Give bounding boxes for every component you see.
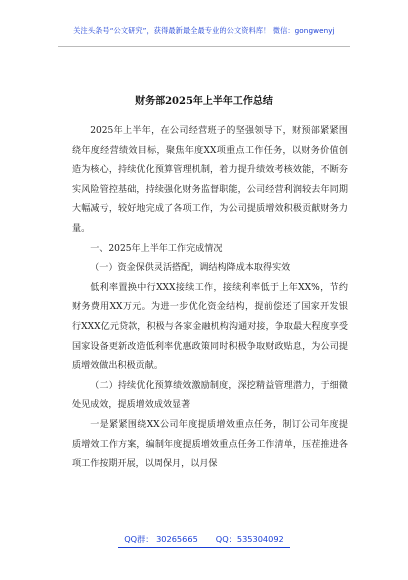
paragraph-funding: 低利率置换中行XXX接续工作，接续利率低于上年XX%，节约财务费用XX万元。为进一步优化资金结构，提前偿还了国家开发银行XXX亿元贷款，积极与各家金融机构沟通对接，争取最大程度享受国家设备更新改造低利率优惠政策同时积极争取财政贴息，为公司提质增效做出积极贡献。 [72,282,348,372]
section-heading: 一、2025年上半年工作完成情况 [90,243,223,254]
footer-qq: QQ：535304092 [215,534,284,544]
header-banner: 关注头条号“公文研究”，获得最新最全最专业的公文资料库！ 微信：gongwenyj [73,26,335,35]
paragraph-intro: 2025年上半年，在公司经营班子的坚强领导下，财预部紧紧围绕年度经营绩效目标，聚焦年度XX项重点工作任务，以财务价值创造为核心，持续优化预算管理机制，着力提升绩效考核效能，不断夯实风险管控基础，持续强化财务监督职能，公司经营利润较去年同期大幅减亏，较好地完成了各项工作，为公司提质增效积极贡献财务力量。 [72,126,348,234]
document-title: 财务部2025年上半年工作总结 [135,96,273,107]
footer-qq-group: QQ群： 30265665 [124,534,198,544]
subsection-heading-1: （一）资金保供灵活搭配，调结构降成本取得实效 [90,263,291,274]
footer-contact [0,534,408,545]
document-body [72,122,348,475]
subsection-heading-2: （二）持续优化预算绩效激励制度，深挖精益管理潜力，于细微处见成效，提质增效成效显著 [72,380,348,411]
paragraph-efficiency: 一是紧紧围绕XX公司年度提质增效重点任务，制订公司年度提质增效工作方案，编制年度提质增效重点任务工作清单，压茬推进各项工作按期开展，以周保月，以月保 [72,419,348,470]
footer-underline [118,547,290,548]
header-divider [58,46,350,47]
